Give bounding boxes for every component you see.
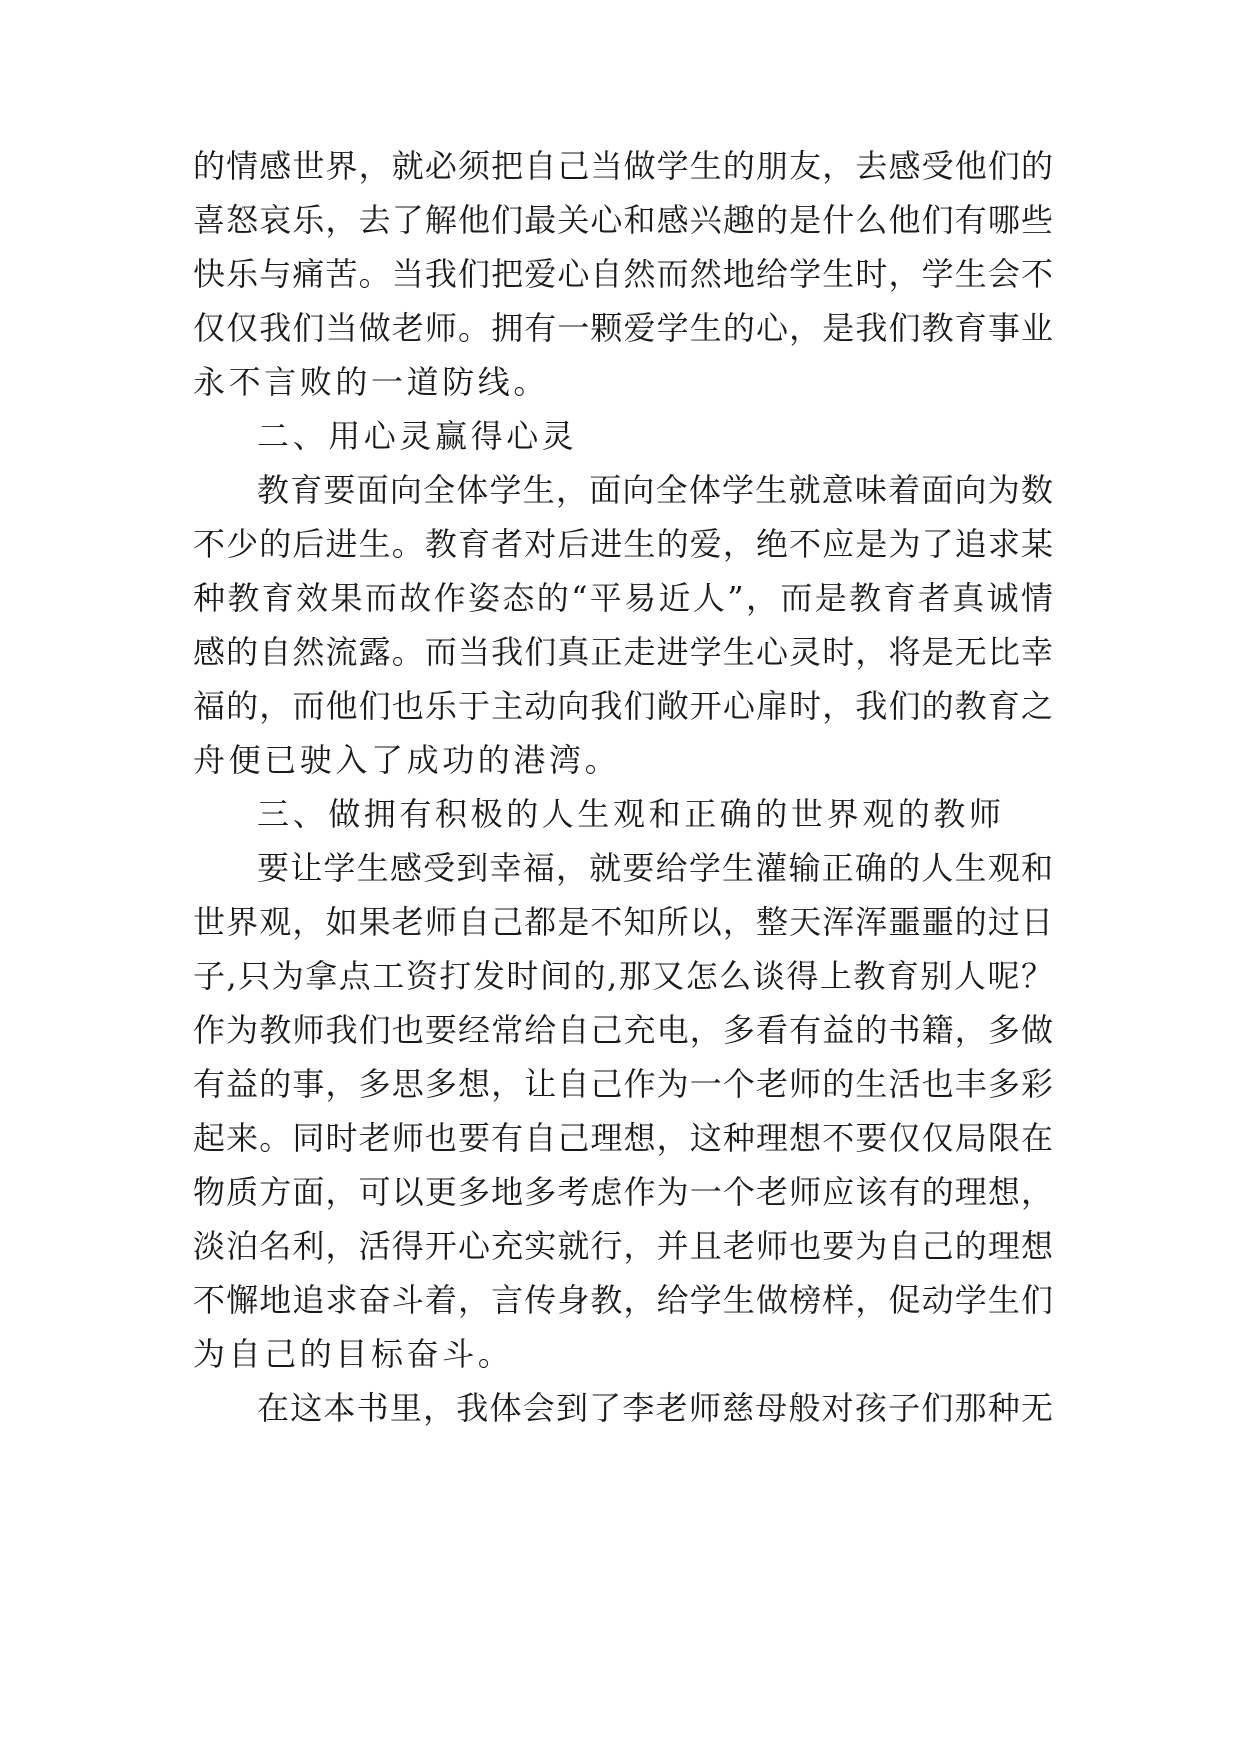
text-line: 要让学生感受到幸福，就要给学生灌输正确的人生观和 [257,849,1053,887]
text-line: 种教育效果而故作姿态的“平易近人”，而是教育者真诚情 [193,579,1053,617]
text-line: 的情感世界，就必须把自己当做学生的朋友，去感受他们的 [193,147,1053,185]
text-line: 有益的事，多思多想，让自己作为一个老师的生活也丰多彩 [193,1065,1053,1103]
text-line: 快乐与痛苦。当我们把爱心自然而然地给学生时，学生会不 [193,255,1053,293]
text-line: 起来。同时老师也要有自己理想，这种理想不要仅仅局限在 [193,1119,1053,1157]
text-line: 不懈地追求奋斗着，言传身教，给学生做榜样，促动学生们 [193,1281,1053,1319]
section-heading: 三、做拥有积极的人生观和正确的世界观的教师 [257,795,1005,833]
text-line: 仅仅我们当做老师。拥有一颗爱学生的心，是我们教育事业 [193,309,1053,347]
text-line: 喜怒哀乐，去了解他们最关心和感兴趣的是什么他们有哪些 [193,201,1053,239]
text-line: 世界观，如果老师自己都是不知所以，整天浑浑噩噩的过日 [193,903,1053,941]
text-line: 教育要面向全体学生，面向全体学生就意味着面向为数 [257,471,1053,509]
text-line: 永不言败的一道防线。 [193,363,550,401]
text-line: 舟便已驶入了成功的港湾。 [193,741,621,779]
text-line: 物质方面，可以更多地多考虑作为一个老师应该有的理想， [193,1173,1053,1211]
text-line: 在这本书里，我体会到了李老师慈母般对孩子们那种无 [257,1389,1053,1427]
text-line: 不少的后进生。教育者对后进生的爱，绝不应是为了追求某 [193,525,1053,563]
text-line: 福的，而他们也乐于主动向我们敞开心扉时，我们的教育之 [193,687,1053,725]
section-heading: 二、用心灵赢得心灵 [257,417,578,455]
text-line: 为自己的目标奋斗。 [193,1335,514,1373]
text-line: 感的自然流露。而当我们真正走进学生心灵时，将是无比幸 [193,633,1053,671]
text-line: 子,只为拿点工资打发时间的,那又怎么谈得上教育别人呢？ [193,957,1053,995]
text-line: 作为教师我们也要经常给自己充电，多看有益的书籍，多做 [193,1011,1053,1049]
text-line: 淡泊名利，活得开心充实就行，并且老师也要为自己的理想 [193,1227,1053,1265]
